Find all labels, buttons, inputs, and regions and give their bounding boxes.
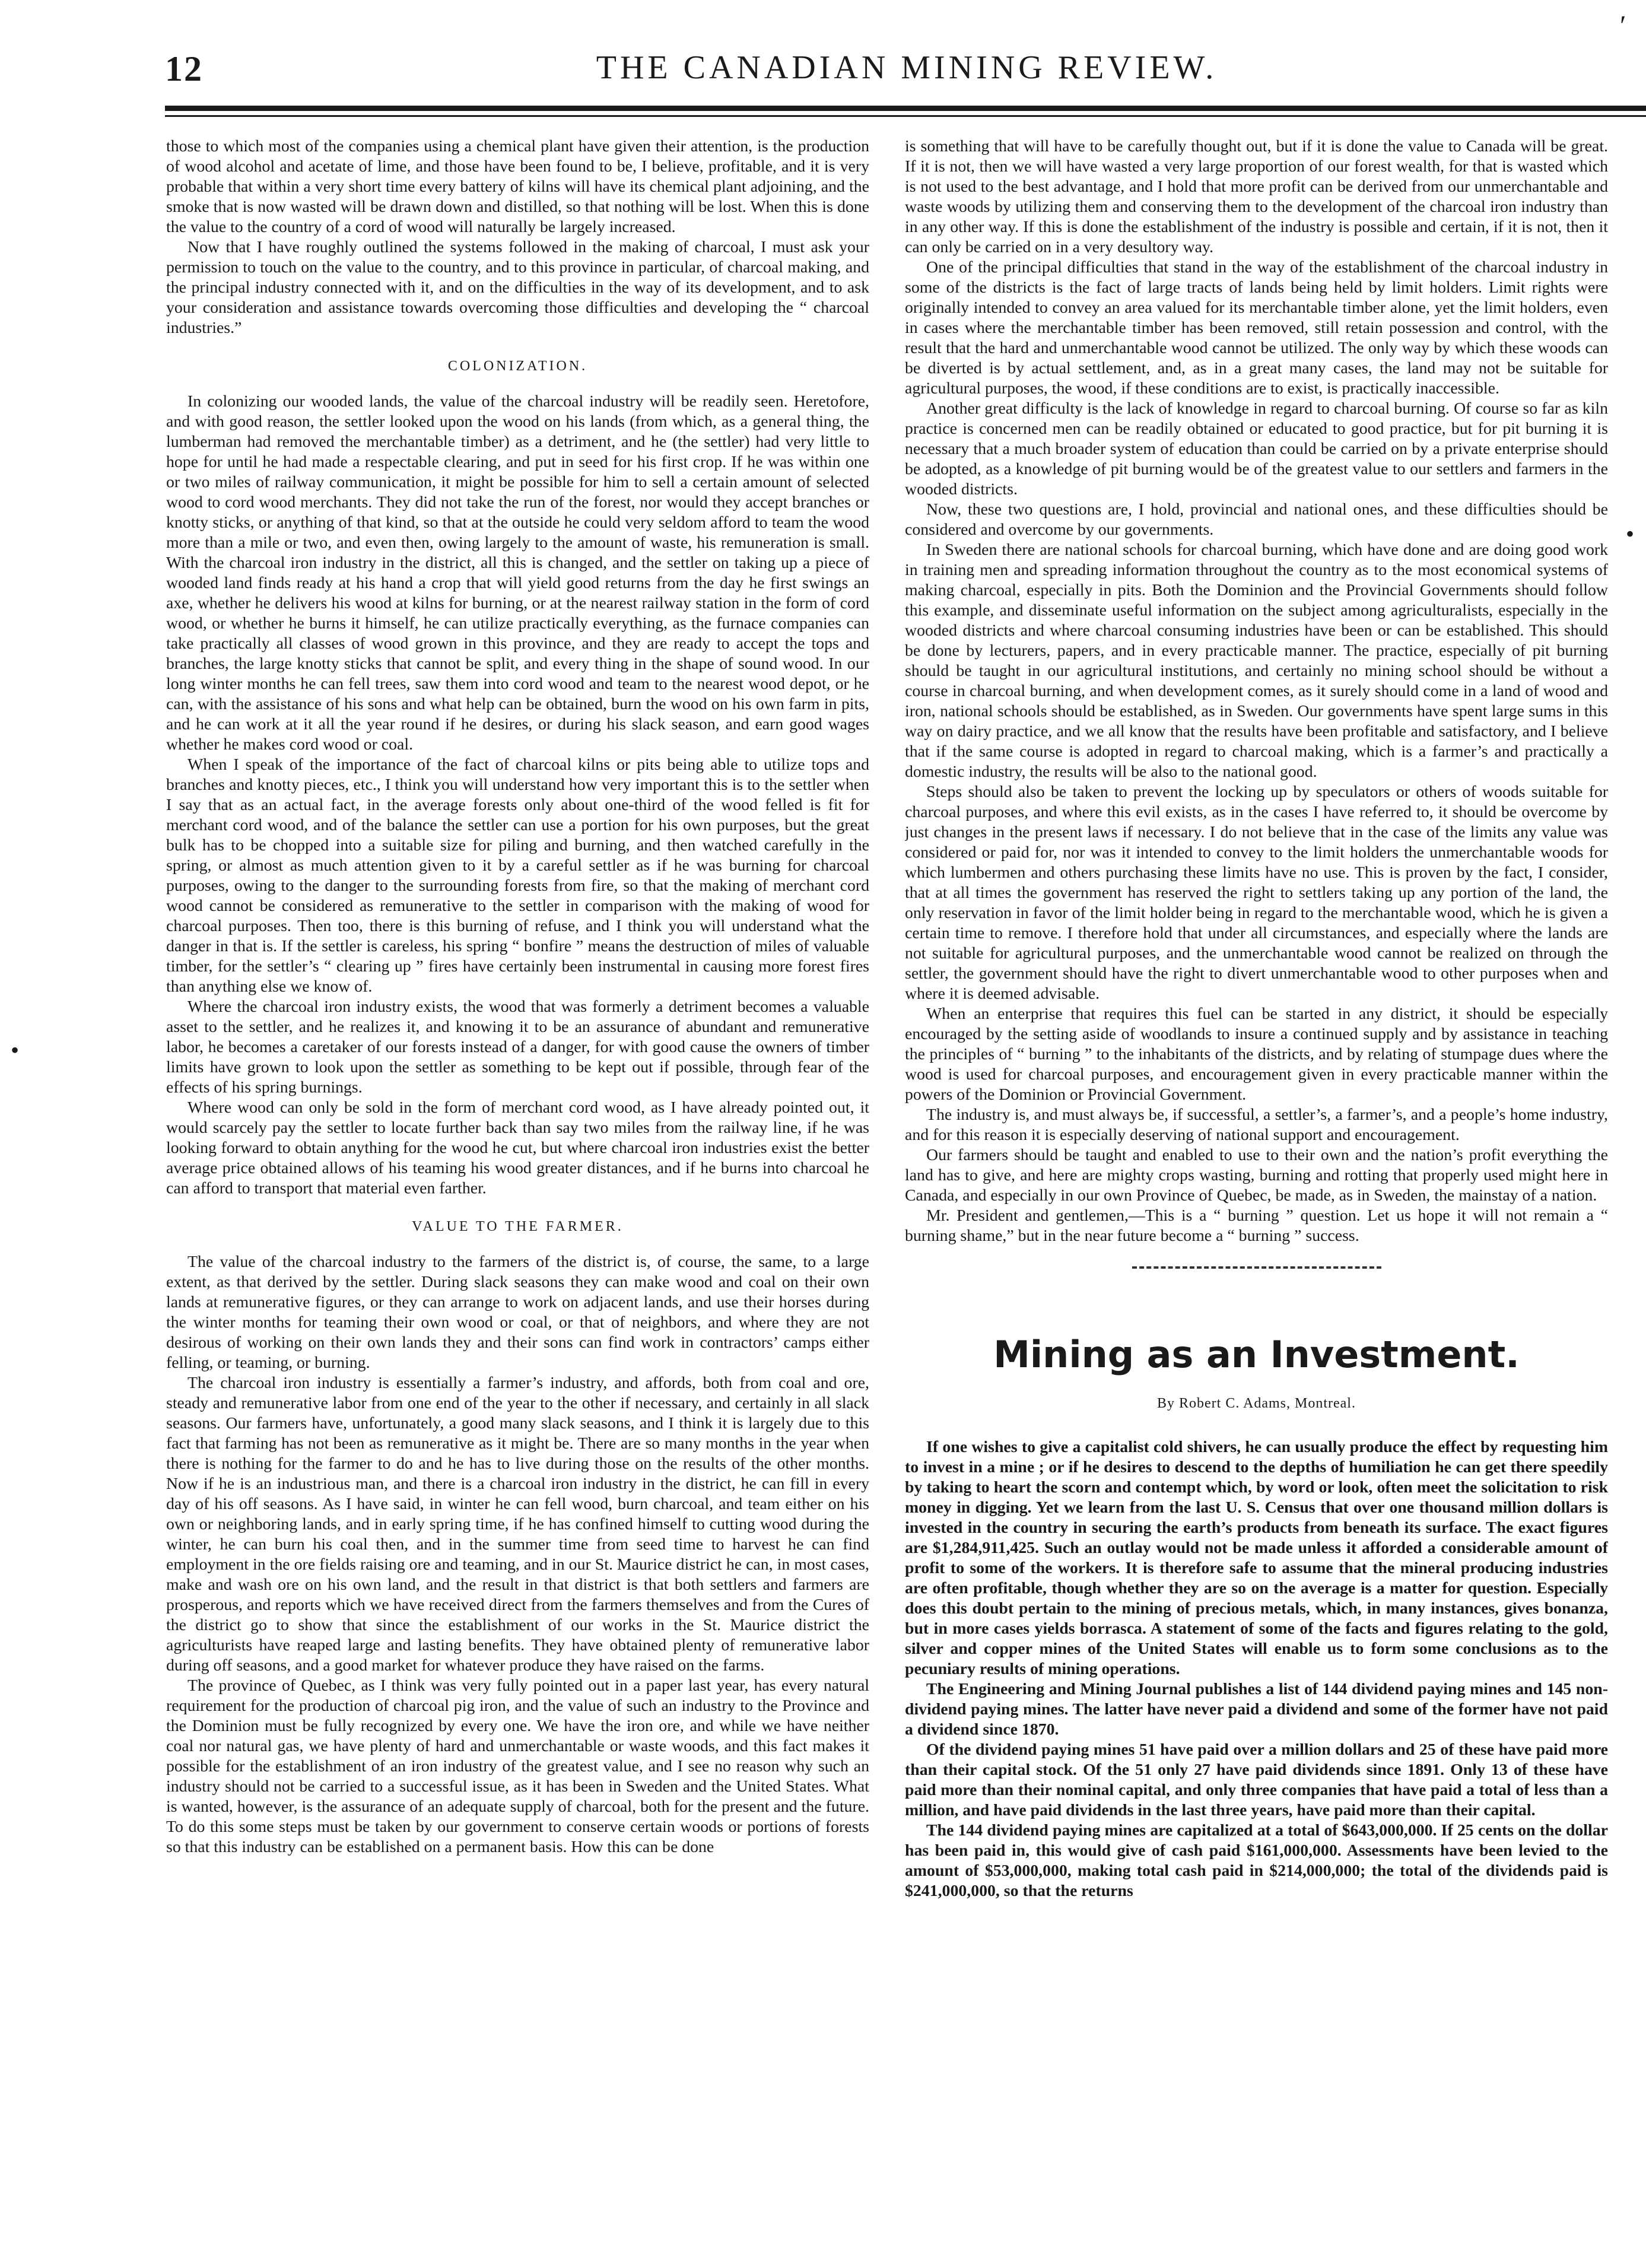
article-body xyxy=(905,1437,1608,1901)
paragraph: is something that will have to be carefully thought out, but if it is done the value to Canada will be great. If it is not, then we will have wasted a very large proportion of our forest wealth, for that is wasted which is not used to the best advantage, and I hold that more profit can be derived from our unmerchantable and waste woods by utilizing them and conserving them to the development of the charcoal iron industry than in any other way. If this is done the establishment of the industry is possible and certain, if it is not, then it can only be carried on in a very desultory way. xyxy=(905,137,1608,256)
paragraph: Our farmers should be taught and enabled to use to their own and the nation’s profit everything the land has to give, and here are mighty crops wasting, burning and rotting that properly used might here in Canada, and especially in our own Province of Quebec, be made, as in Sweden, the mainstay of a nation. xyxy=(905,1146,1608,1205)
paragraph: The industry is, and must always be, if successful, a settler’s, a farmer’s, and a people’s home industry, and for this reason it is especially deserving of national support and encouragement. xyxy=(905,1106,1608,1144)
paragraph: Where the charcoal iron industry exists, the wood that was formerly a detriment becomes a valuable asset to the settler, and he realizes it, and knowing it to be an assurance of abundant and remunerative labor, he becomes a caretaker of our forests instead of a danger, for with good cause the owners of timber limits have grown to look upon the settler as something to be kept out if possible, through fear of the effects of his spring burnings. xyxy=(166,998,869,1097)
header-rule-thin xyxy=(165,115,1646,117)
article-title: Mining as an Investment. xyxy=(993,1333,1520,1376)
paragraph: Now, these two questions are, I hold, provincial and national ones, and these difficulties should be considered and overcome by our governments. xyxy=(905,500,1608,539)
page-header xyxy=(165,49,1646,96)
paragraph: The Engineering and Mining Journal publishes a list of 144 dividend paying mines and 145 non-dividend paying mines. The latter have never paid a dividend and some of the former have not paid a dividend since 1870. xyxy=(905,1680,1608,1739)
header-rule-thick xyxy=(165,106,1646,111)
corner-tick-mark: ′ xyxy=(1620,10,1626,42)
margin-speck: • xyxy=(1626,520,1635,547)
article-byline: By Robert C. Adams, Montreal. xyxy=(1157,1396,1356,1411)
section-heading-colonization: COLONIZATION. xyxy=(447,358,588,374)
paragraph: One of the principal difficulties that stand in the way of the establishment of the charcoal industry in some of the districts is the fact of large tracts of lands being held by limit holders. Limit rights were originally intended to convey an area valued for its merchantable timber alone, yet the limit holders, even in cases where the merchantable timber has been removed, still retain possession and control, with the result that the hard and unmerchantable wood cannot be utilized. The only way by which these woods can be diverted is by actual settlement, and, as in a great many cases, the land may not be suitable for agricultural purposes, the wood, if these conditions are to exist, is practically inaccessible. xyxy=(905,258,1608,398)
running-title: THE CANADIAN MINING REVIEW. xyxy=(596,49,1218,86)
paragraph: In Sweden there are national schools for charcoal burning, which have done and are doing good work in training men and spreading information throughout the country as to the most economical systems of making charcoal, especially in pits. Both the Dominion and the Provincial Governments should follow this example, and disseminate useful information on the subject among agriculturalists, especially in the wooded districts and where charcoal consuming industries have been or can be established. This should be done by lecturers, papers, and in every practicable manner. The practice, especially of pit burning should be taught in our agricultural institutions, and certainly no mining school should be without a course in charcoal burning, and when development comes, as it surely should come in a land of wood and iron, national schools should be established, as in Sweden. Our governments have spent large sums in this way on dairy practice, and we all know that the results have been profitable and satisfactory, and I believe that if the same course is adopted in regard to charcoal making, which is a farmer’s and practically a domestic industry, the results will be also to the national good. xyxy=(905,541,1608,781)
section-heading-farmer: VALUE TO THE FARMER. xyxy=(412,1219,624,1234)
paragraph: Of the dividend paying mines 51 have paid over a million dollars and 25 of these have paid more than their capital stock. Of the 51 only 27 have paid dividends since 1891. Only 13 of these have paid more than their nominal capital, and only three companies that have paid a total of less than a million, and have paid dividends in the last three years, have paid more than their capital. xyxy=(905,1740,1608,1819)
paragraph: Steps should also be taken to prevent the locking up by speculators or others of woods suitable for charcoal purposes, and where this evil exists, as in the cases I have referred to, it should be overcome by just changes in the present laws if necessary. I do not believe that in the case of the limits any value was considered or paid for, nor was it intended to convey to the limit holders the unmerchantable woods for which lumbermen and others purchasing these limits have no use. This is proven by the fact, I consider, that at all times the government has reserved the right to settlers taking up any portion of the land, the only reservation in favor of the limit holder being in regard to the merchantable wood, which he is given a certain time to remove. I therefore hold that under all circumstances, and especially where the lands are not suitable for agricultural purposes, and the unmerchantable wood cannot be realized on through the settler, the government should have the right to divert unmerchantable wood to other purposes when and where it is deemed advisable. xyxy=(905,783,1608,1003)
paragraph: Another great difficulty is the lack of knowledge in regard to charcoal burning. Of course so far as kiln practice is concerned men can be readily obtained or educated to good practice, but for pit burning it is necessary that a much broader system of education than could be carried on by a private enterprise should be adopted, as a knowledge of pit burning would be of the greatest value to our settlers and farmers in the wooded districts. xyxy=(905,399,1608,498)
paragraph: Where wood can only be sold in the form of merchant cord wood, as I have already pointed out, it would scarcely pay the settler to locate further back than say two miles from the railway line, if he was looking forward to obtain anything for the wood he cut, but where charcoal iron industries exist the better average price obtained allows of his teaming his wood greater distances, and if he burns into charcoal he can afford to transport that material even farther. xyxy=(166,1098,869,1197)
right-column xyxy=(905,136,1608,2237)
paragraph: If one wishes to give a capitalist cold shivers, he can usually produce the effect by requesting him to invest in a mine ; or if he desires to descend to the depths of humiliation he can get there speedily by taking to heart the scorn and contempt which, by word or look, often meet the solicitation to risk money in digging. Yet we learn from the last U. S. Census that over one thousand million dollars is invested in the country in securing the earth’s products from beneath its surface. The exact figures are $1,284,911,425. Such an outlay would not be made unless it afforded a considerable amount of profit to some of the workers. It is therefore safe to assume that the mineral producing industries are often profitable, though whether they are so on the average is a matter for question. Especially does this doubt pertain to the mining of precious metals, which, in many instances, gives bonanza, but in more cases yields borrasca. A statement of some of the facts and figures relating to the gold, silver and copper mines of the United States will enable us to form some conclusions as to the pecuniary results of mining operations. xyxy=(905,1438,1608,1678)
margin-speck: • xyxy=(11,1037,20,1063)
paragraph: The province of Quebec, as I think was very fully pointed out in a paper last year, has every natural requirement for the production of charcoal pig iron, and the value of such an industry to the Province and the Dominion must be fully recognized by every one. We have the iron ore, and while we have neither coal nor natural gas, we have plenty of hard and unmerchantable or waste woods, and this fact makes it possible for the establishment of an iron industry of the greatest value, and I see no reason why such an industry should not be carried to a successful issue, as it has been in Sweden and the United States. What is wanted, however, is the assurance of an adequate supply of charcoal, both for the present and the future. To do this some steps must be taken by our government to conserve certain woods or portions of forests so that this industry can be established on a permanent basis. How this can be done xyxy=(166,1676,869,1856)
paragraph: The 144 dividend paying mines are capitalized at a total of $643,000,000. If 25 cents on the dollar has been paid in, this would give of cash paid $161,000,000. Assessments have been levied to the amount of $53,000,000, making total cash paid in $214,000,000; the total of the dividends paid is $241,000,000, so that the returns xyxy=(905,1821,1608,1900)
page-number: 12 xyxy=(165,49,203,88)
paragraph: When I speak of the importance of the fact of charcoal kilns or pits being able to utilize tops and branches and knotty pieces, etc., I think you will understand how very important this is to the settler when I say that as an actual fact, in the average forests only about one-third of the wood felled is fit for merchant cord wood, and of the balance the settler can use a portion for his own purposes, but the great bulk has to be chopped into a suitable size for piling and burning, and then watched carefully in the spring, or almost as much attention given to it by a careful settler as if he was burning for charcoal purposes, owing to the danger to the surrounding forests from fire, so that the making of merchant cord wood cannot be considered as remunerative to the settler in comparison with the making of wood for charcoal purposes. Then too, there is this burning of refuse, and I think you will understand what the danger in that is. If the settler is careless, his spring “ bonfire ” means the destruction of miles of valuable timber, for the settler’s “ clearing up ” fires have certainly been instrumental in causing more forest fires than anything else we know of. xyxy=(166,755,869,996)
paragraph: In colonizing our wooded lands, the value of the charcoal industry will be readily seen. Heretofore, and with good reason, the settler looked upon the wood on his lands (from which, as a general thing, the lumberman had removed the merchantable timber) as a detriment, and he (the settler) had very little to hope for until he had made a respectable clearing, and put in seed for his first crop. If he was within one or two miles of railway communication, it might be possible for him to sell a certain amount of selected wood to cord wood merchants. They did not take the run of the forest, nor would they accept branches or knotty sticks, or anything of that kind, so that at the outside he could very seldom afford to team the wood more than a mile or two, and even then, owing largely to the amount of waste, his remuneration is small. With the charcoal iron industry in the district, all this is changed, and the settler on taking up a piece of wooded land finds ready at his hand a crop that will yield good returns from the day he first swings an axe, whether he delivers his wood at kilns for burning, or at the nearest railway station in the form of cord wood, or whether he burns it himself, he can utilize practically everything, as the furnace companies can take practically all classes of wood grown in this province, and they are ready to accept the tops and branches, the large knotty sticks that cannot be split, and every thing in the shape of sound wood. In our long winter months he can fell trees, saw them into cord wood and team to the nearest wood depot, or he can, with the assistance of his sons and what help can be obtained, burn the wood on his own farm in pits, and he can work at it all the year round if he desires, or during his slack season, and earn good wages whether he makes cord wood or coal. xyxy=(166,392,869,754)
paragraph: Now that I have roughly outlined the systems followed in the making of charcoal, I must ask your permission to touch on the value to the country, and to this province in particular, of charcoal making, and the principal industry connected with it, and on the difficulties in the way of its development, and to ask your consideration and assistance towards overcoming those difficulties and developing the “ charcoal industries.” xyxy=(166,238,869,337)
left-column xyxy=(166,136,869,2237)
paragraph: Mr. President and gentlemen,—This is a “ burning ” question. Let us hope it will not remain a “ burning shame,” but in the near future become a “ burning ” success. xyxy=(905,1206,1608,1245)
paragraph: those to which most of the companies using a chemical plant have given their attention, is the production of wood alcohol and acetate of lime, and those have been found to be, I believe, profitable, and it is very probable that within a very short time every battery of kilns will have its chemical plant adjoining, and the smoke that is now wasted will be drawn down and distilled, so that nothing will be lost. When this is done the value to the country of a cord of wood will naturally be largely increased. xyxy=(166,137,869,236)
article-divider xyxy=(1132,1266,1381,1269)
paragraph: When an enterprise that requires this fuel can be started in any district, it should be especially encouraged by the setting aside of woodlands to insure a continued supply and by assistance in teaching the principles of “ burning ” to the inhabitants of the districts, and by relating of stumpage dues where the wood is used for charcoal purposes, and encouragement given in every practicable manner within the powers of the Dominion or Provincial Government. xyxy=(905,1005,1608,1104)
paragraph: The charcoal iron industry is essentially a farmer’s industry, and affords, both from coal and ore, steady and remunerative labor from one end of the year to the other if necessary, and certainly in all slack seasons. Our farmers have, unfortunately, a good many slack seasons, and I think it is largely due to this fact that farming has not been as remunerative as it might be. There are so many months in the year when there is nothing for the farmer to do and he has to live during those on the results of the other months. Now if he is an industrious man, and there is a charcoal iron industry in the district, he can fill in every day of his off seasons. As I have said, in winter he can fell wood, burn charcoal, and team either on his own or neighboring lands, and in early spring time, if he has confined himself to cutting wood during the winter, he can burn his coal then, and in the summer time from seed time to harvest he can find employment in the ore fields raising ore and teaming, and in our St. Maurice district he can, in most cases, make and wash ore on his own land, and the result in that district is that both settlers and farmers are prosperous, and reports which we have received direct from the farmers themselves and from the Cures of the district go to show that since the establishment of our works in the St. Maurice district the agriculturists have reaped large and lasting benefits. They have obtained plenty of remunerative labor during off seasons, and a good market for whatever produce they have raised on the farms. xyxy=(166,1374,869,1675)
paragraph: The value of the charcoal industry to the farmers of the district is, of course, the same, to a large extent, as that derived by the settler. During slack seasons they can make wood and coal on their own lands at remunerative figures, or they can arrange to work on adjacent lands, and use their horses during the winter months for teaming their own wood or coal, or that of neighbors, and where they are not desirous of working on their own lands they and their sons can find work in contractors’ camps either felling, or teaming, or burning. xyxy=(166,1253,869,1372)
